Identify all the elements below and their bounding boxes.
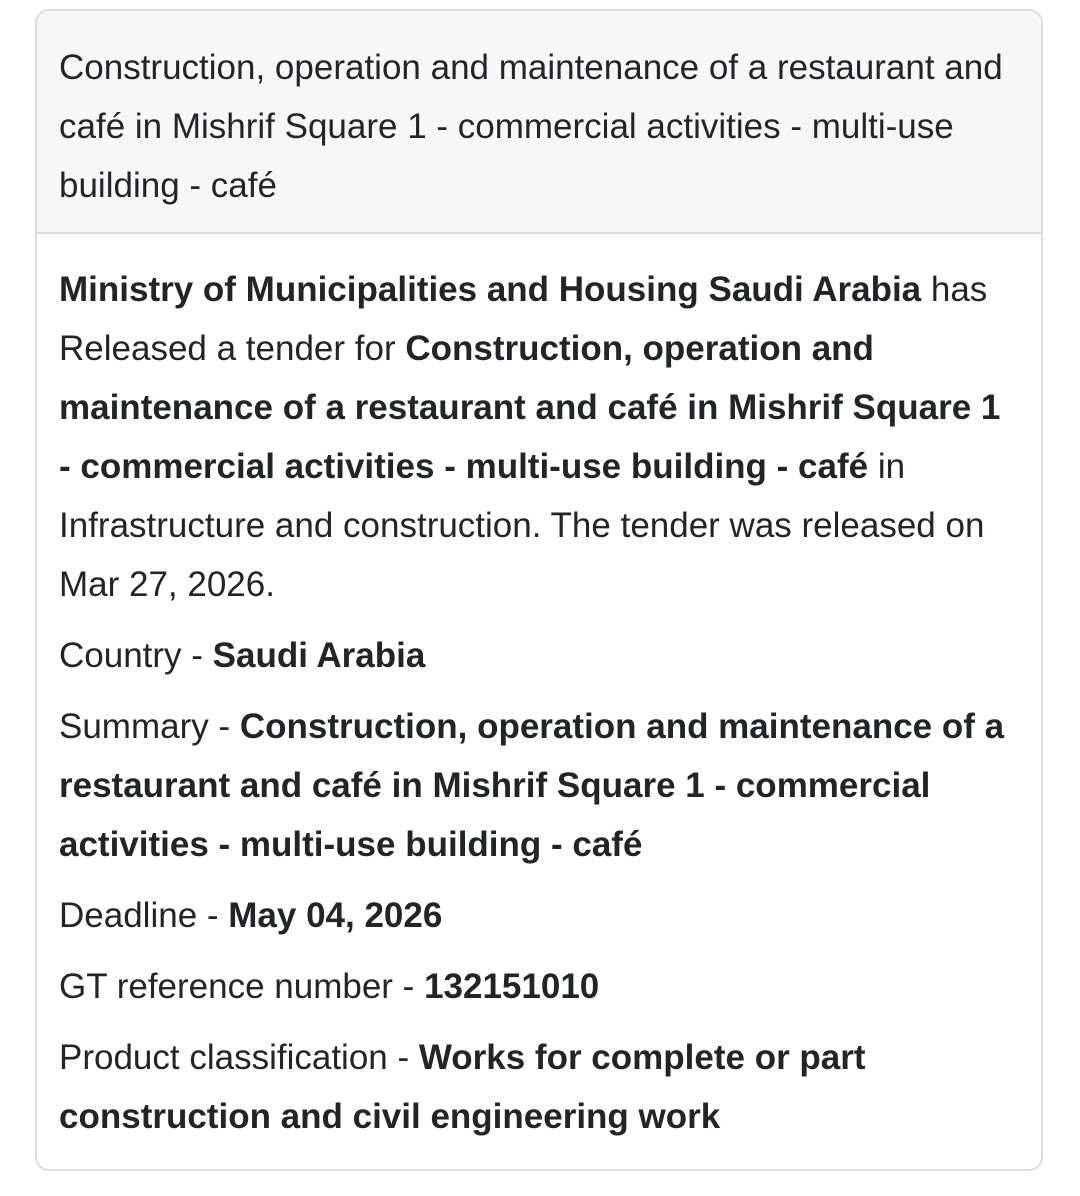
field-summary — [59, 697, 1019, 874]
field-reference-number — [59, 957, 1019, 1016]
field-label: Country - — [59, 636, 213, 675]
field-label: Summary - — [59, 707, 240, 746]
tender-description — [59, 260, 1019, 614]
field-value: Saudi Arabia — [212, 636, 426, 675]
field-product-classification — [59, 1028, 1019, 1146]
field-value: Construction, operation and maintenance of a restaurant and café in Mishrif Square 1 - commercial activities - multi-use building - café — [59, 707, 1005, 864]
field-label: Product classification - — [59, 1038, 419, 1077]
card-header — [37, 11, 1041, 234]
tender-title: Construction, operation and maintenance of a restaurant and café in Mishrif Square 1 - commercial activities - multi-use building - café — [59, 48, 1003, 205]
field-deadline — [59, 886, 1019, 945]
field-value: May 04, 2026 — [228, 896, 443, 935]
field-country — [59, 626, 1019, 685]
description-text-end: in Infrastructure and construction. The tender was released on Mar 27, 2026. — [59, 447, 985, 604]
card-body — [37, 234, 1041, 1146]
field-value: 132151010 — [424, 967, 600, 1006]
description-text: has Released a tender for — [59, 270, 988, 368]
tender-name: Construction, operation and maintenance of a restaurant and café in Mishrif Square 1 - commercial activities - multi-use building - café — [59, 329, 1001, 486]
tender-card — [35, 9, 1043, 1171]
field-label: GT reference number - — [59, 967, 425, 1006]
organization-name: Ministry of Municipalities and Housing Saudi Arabia — [59, 270, 922, 309]
field-label: Deadline - — [59, 896, 229, 935]
field-value: Works for complete or part construction and civil engineering work — [59, 1038, 866, 1136]
